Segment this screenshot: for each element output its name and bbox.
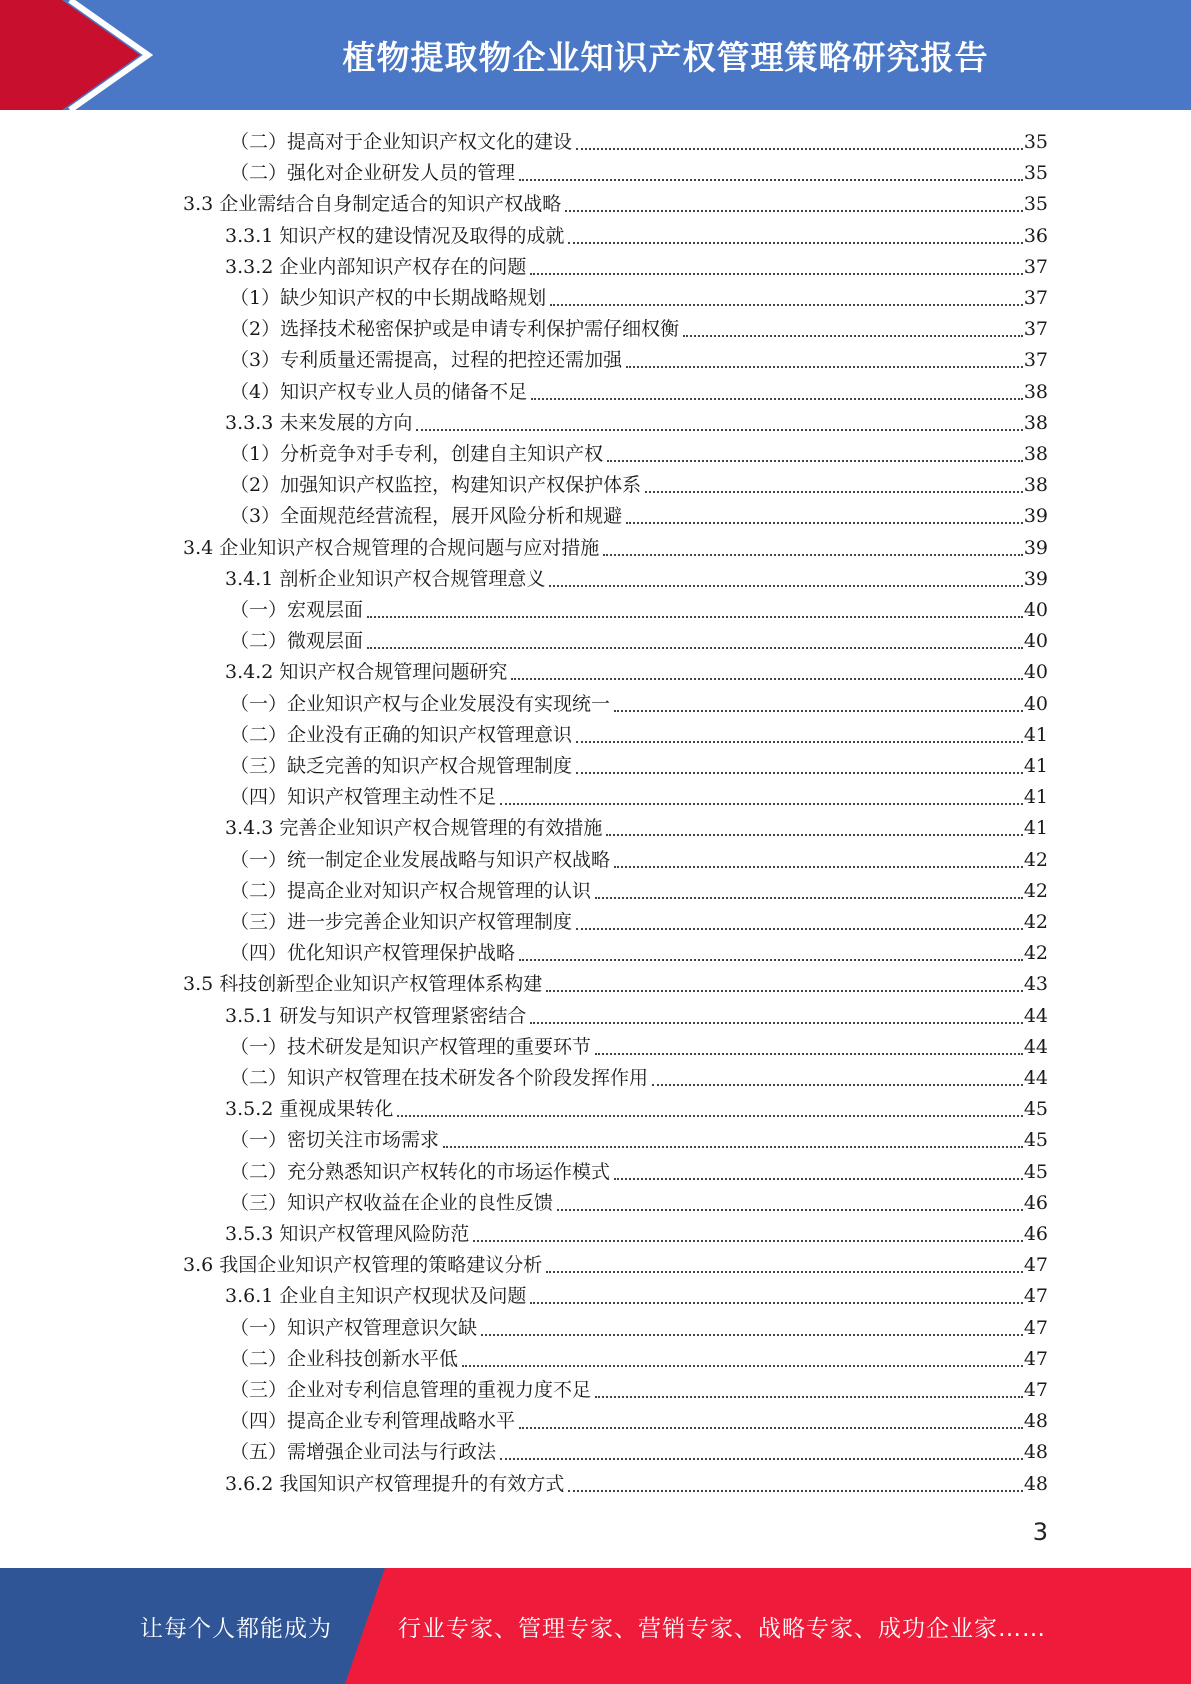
toc-entry-title: （二）企业没有正确的知识产权管理意识 xyxy=(230,723,573,746)
toc-entry[interactable] xyxy=(230,1157,1048,1188)
toc-entry[interactable] xyxy=(230,1344,1048,1375)
toc-entry[interactable] xyxy=(230,720,1048,751)
toc-entry[interactable] xyxy=(230,876,1048,907)
toc-dot-leader xyxy=(397,1114,1022,1117)
toc-entry-page: 47 xyxy=(1023,1379,1048,1401)
toc-entry[interactable] xyxy=(230,1437,1048,1468)
toc-entry-page: 43 xyxy=(1023,973,1048,996)
report-title: 植物提取物企业知识产权管理策略研究报告 xyxy=(342,37,989,77)
toc-dot-leader xyxy=(576,147,1023,150)
toc-entry-title: 3.5 科技创新型企业知识产权管理体系构建 xyxy=(183,973,543,996)
toc-entry[interactable] xyxy=(183,189,1048,220)
toc-entry[interactable] xyxy=(225,1094,1048,1125)
toc-entry-title: 3.6.2 我国知识产权管理提升的有效方式 xyxy=(225,1472,565,1495)
toc-entry-title: （四）提高企业专利管理战略水平 xyxy=(230,1410,516,1433)
toc-entry[interactable] xyxy=(230,1188,1048,1219)
toc-entry-title: （二）企业科技创新水平低 xyxy=(230,1347,459,1370)
toc-entry-page: 42 xyxy=(1023,942,1048,965)
toc-entry[interactable] xyxy=(225,408,1048,439)
toc-dot-leader xyxy=(530,1021,1022,1024)
toc-dot-leader xyxy=(500,1457,1023,1460)
toc-entry-title: 3.4.2 知识产权合规管理问题研究 xyxy=(225,661,508,684)
toc-entry-title: 3.6.1 企业自主知识产权现状及问题 xyxy=(225,1285,527,1308)
toc-dot-leader xyxy=(443,1145,1023,1148)
toc-entry-title: 3.5.2 重视成果转化 xyxy=(225,1098,394,1121)
toc-entry[interactable] xyxy=(225,1001,1048,1032)
toc-entry-page: 47 xyxy=(1023,1285,1048,1308)
toc-entry-title: （3）全面规范经营流程，展开风险分析和规避 xyxy=(230,505,623,528)
toc-entry-title: （一）企业知识产权与企业发展没有实现统一 xyxy=(230,692,611,715)
toc-entry-title: （一）技术研发是知识产权管理的重要环节 xyxy=(230,1035,592,1058)
toc-entry-title: （1）分析竞争对手专利，创建自主知识产权 xyxy=(230,443,604,465)
toc-dot-leader xyxy=(645,490,1023,493)
toc-entry-title: 3.6 我国企业知识产权管理的策略建议分析 xyxy=(183,1254,543,1277)
toc-entry[interactable] xyxy=(230,127,1048,158)
toc-entry[interactable] xyxy=(230,1063,1048,1094)
toc-entry-title: （三）企业对专利信息管理的重视力度不足 xyxy=(230,1379,592,1401)
toc-entry-page: 45 xyxy=(1023,1129,1048,1152)
toc-entry[interactable] xyxy=(230,501,1048,532)
toc-entry-page: 48 xyxy=(1023,1472,1048,1495)
toc-entry-page: 45 xyxy=(1023,1098,1048,1121)
toc-entry[interactable] xyxy=(230,283,1048,314)
toc-entry[interactable] xyxy=(230,938,1048,969)
toc-entry-page: 39 xyxy=(1023,536,1048,559)
toc-entry-page: 41 xyxy=(1023,755,1048,777)
toc-entry-page: 44 xyxy=(1023,1004,1048,1027)
toc-entry-page: 45 xyxy=(1023,1160,1048,1183)
toc-entry-page: 37 xyxy=(1023,255,1048,278)
toc-dot-leader xyxy=(367,615,1023,618)
toc-entry[interactable] xyxy=(230,1406,1048,1437)
toc-entry[interactable] xyxy=(230,345,1048,376)
toc-entry-title: 3.4 企业知识产权合规管理的合规问题与应对措施 xyxy=(183,536,600,559)
toc-entry-title: （一）宏观层面 xyxy=(230,599,364,621)
toc-entry[interactable] xyxy=(230,1032,1048,1063)
toc-entry-title: （一）密切关注市场需求 xyxy=(230,1129,440,1152)
toc-dot-leader xyxy=(500,802,1023,805)
toc-entry-title: （二）提高对于企业知识产权文化的建设 xyxy=(230,131,573,153)
toc-entry-page: 47 xyxy=(1023,1254,1048,1277)
toc-entry-page: 44 xyxy=(1023,1035,1048,1058)
toc-entry[interactable] xyxy=(230,1375,1048,1406)
toc-entry-title: （二）充分熟悉知识产权转化的市场运作模式 xyxy=(230,1160,611,1183)
toc-dot-leader xyxy=(511,677,1022,680)
page-header xyxy=(0,0,1191,110)
toc-dot-leader xyxy=(626,521,1023,524)
toc-entry-page: 46 xyxy=(1023,1191,1048,1214)
toc-dot-leader xyxy=(568,1489,1022,1492)
toc-dot-leader xyxy=(416,428,1022,431)
toc-entry[interactable] xyxy=(230,845,1048,876)
toc-entry-title: 3.3 企业需结合自身制定适合的知识产权战略 xyxy=(183,193,562,216)
toc-entry-page: 38 xyxy=(1023,443,1048,465)
toc-entry[interactable] xyxy=(230,626,1048,657)
toc-dot-leader xyxy=(595,1395,1023,1398)
toc-entry-page: 35 xyxy=(1023,162,1048,185)
toc-dot-leader xyxy=(595,896,1023,899)
toc-entry-page: 37 xyxy=(1023,349,1048,372)
toc-entry[interactable] xyxy=(230,751,1048,782)
toc-entry[interactable] xyxy=(230,470,1048,501)
toc-entry[interactable] xyxy=(225,1281,1048,1312)
toc-entry-title: （2）加强知识产权监控，构建知识产权保护体系 xyxy=(230,474,642,497)
toc-dot-leader xyxy=(481,1333,1023,1336)
toc-entry[interactable] xyxy=(225,813,1048,844)
toc-entry-page: 41 xyxy=(1023,723,1048,746)
toc-entry[interactable] xyxy=(225,657,1048,688)
toc-entry-page: 40 xyxy=(1023,661,1048,684)
toc-dot-leader xyxy=(576,927,1023,930)
toc-dot-leader xyxy=(606,833,1022,836)
toc-entry-page: 47 xyxy=(1023,1316,1048,1339)
toc-dot-leader xyxy=(546,1270,1023,1273)
toc-entry-page: 48 xyxy=(1023,1410,1048,1433)
toc-dot-leader xyxy=(614,709,1023,712)
toc-entry-title: （二）提高企业对知识产权合规管理的认识 xyxy=(230,879,592,902)
toc-entry[interactable] xyxy=(183,969,1048,1000)
toc-dot-leader xyxy=(519,1426,1023,1429)
toc-entry-page: 44 xyxy=(1023,1067,1048,1089)
toc-entry[interactable] xyxy=(230,689,1048,720)
toc-entry-title: （1）缺少知识产权的中长期战略规划 xyxy=(230,287,547,309)
toc-entry-title: （五）需增强企业司法与行政法 xyxy=(230,1441,497,1464)
toc-entry[interactable] xyxy=(230,439,1048,470)
toc-dot-leader xyxy=(595,1052,1023,1055)
toc-entry-page: 38 xyxy=(1023,380,1048,403)
toc-entry-page: 41 xyxy=(1023,817,1048,840)
page-footer xyxy=(0,1568,1191,1684)
toc-entry[interactable] xyxy=(183,1250,1048,1281)
toc-entry-page: 46 xyxy=(1023,1223,1048,1245)
toc-dot-leader xyxy=(652,1083,1023,1086)
toc-entry[interactable] xyxy=(230,595,1048,626)
toc-entry-title: （三）缺乏完善的知识产权合规管理制度 xyxy=(230,755,573,777)
toc-entry-page: 40 xyxy=(1023,599,1048,621)
toc-dot-leader xyxy=(576,771,1023,774)
toc-dot-leader xyxy=(367,646,1023,649)
toc-entry-page: 38 xyxy=(1023,474,1048,497)
toc-entry-title: （二）强化对企业研发人员的管理 xyxy=(230,162,516,185)
toc-entry[interactable] xyxy=(230,782,1048,813)
toc-entry-title: （3）专利质量还需提高，过程的把控还需加强 xyxy=(230,349,623,372)
toc-dot-leader xyxy=(614,865,1023,868)
toc-entry-page: 40 xyxy=(1023,692,1048,715)
footer-slogan-right: 行业专家、管理专家、营销专家、战略专家、成功企业家…… xyxy=(398,1615,1046,1642)
toc-entry-page: 38 xyxy=(1023,411,1048,434)
page-number: 3 xyxy=(1032,1518,1048,1546)
toc-dot-leader xyxy=(549,584,1022,587)
toc-entry-title: 3.3.2 企业内部知识产权存在的问题 xyxy=(225,255,527,278)
toc-dot-leader xyxy=(473,1239,1022,1242)
toc-entry-title: （一）统一制定企业发展战略与知识产权战略 xyxy=(230,848,611,871)
toc-entry[interactable] xyxy=(230,377,1048,408)
toc-entry[interactable] xyxy=(225,564,1048,595)
toc-dot-leader xyxy=(519,178,1023,181)
toc-dot-leader xyxy=(557,1208,1023,1211)
toc-dot-leader xyxy=(607,459,1023,462)
toc-entry[interactable] xyxy=(183,533,1048,564)
toc-entry-title: 3.3.1 知识产权的建设情况及取得的成就 xyxy=(225,224,565,247)
footer-slogan-left: 让每个人都能成为 xyxy=(140,1615,332,1642)
toc-dot-leader xyxy=(683,334,1023,337)
toc-entry-page: 39 xyxy=(1023,567,1048,590)
toc-dot-leader xyxy=(519,958,1023,961)
toc-entry[interactable] xyxy=(225,252,1048,283)
toc-entry-title: （四）知识产权管理主动性不足 xyxy=(230,786,497,809)
toc-entry-title: （三）知识产权收益在企业的良性反馈 xyxy=(230,1191,554,1214)
toc-dot-leader xyxy=(565,209,1023,212)
toc-entry-page: 36 xyxy=(1023,224,1048,247)
toc-entry-page: 48 xyxy=(1023,1441,1048,1464)
toc-entry-page: 47 xyxy=(1023,1347,1048,1370)
toc-entry-title: （二）微观层面 xyxy=(230,630,364,653)
toc-dot-leader xyxy=(546,989,1023,992)
toc-entry[interactable] xyxy=(225,1469,1048,1500)
toc-dot-leader xyxy=(626,365,1023,368)
toc-dot-leader xyxy=(530,1301,1022,1304)
toc-entry-title: 3.3.3 未来发展的方向 xyxy=(225,411,413,434)
toc-entry-title: （4）知识产权专业人员的储备不足 xyxy=(230,380,528,403)
toc-entry-page: 37 xyxy=(1023,318,1048,341)
header-chevron-decoration xyxy=(0,0,160,110)
toc-entry-page: 37 xyxy=(1023,287,1048,309)
toc-dot-leader xyxy=(531,397,1023,400)
toc-entry[interactable] xyxy=(230,1313,1048,1344)
toc-dot-leader xyxy=(576,740,1023,743)
toc-entry[interactable] xyxy=(230,1125,1048,1156)
toc-entry-page: 35 xyxy=(1023,193,1048,216)
toc-entry[interactable] xyxy=(225,221,1048,252)
toc-entry[interactable] xyxy=(230,907,1048,938)
toc-dot-leader xyxy=(603,553,1023,556)
toc-entry-page: 42 xyxy=(1023,848,1048,871)
toc-entry[interactable] xyxy=(230,158,1048,189)
toc-entry-title: 3.4.1 剖析企业知识产权合规管理意义 xyxy=(225,567,546,590)
toc-entry-title: （2）选择技术秘密保护或是申请专利保护需仔细权衡 xyxy=(230,318,680,341)
toc-entry-title: （四）优化知识产权管理保护战略 xyxy=(230,942,516,965)
toc-entry-title: （三）进一步完善企业知识产权管理制度 xyxy=(230,911,573,933)
toc-dot-leader xyxy=(462,1364,1023,1367)
toc-dot-leader xyxy=(550,303,1023,306)
toc-entry-title: 3.5.3 知识产权管理风险防范 xyxy=(225,1223,470,1245)
toc-entry-title: （二）知识产权管理在技术研发各个阶段发挥作用 xyxy=(230,1067,649,1089)
toc-entry-title: 3.4.3 完善企业知识产权合规管理的有效措施 xyxy=(225,817,603,840)
toc-entry[interactable] xyxy=(225,1219,1048,1250)
toc-dot-leader xyxy=(568,241,1022,244)
toc-entry[interactable] xyxy=(230,314,1048,345)
toc-entry-title: （一）知识产权管理意识欠缺 xyxy=(230,1316,478,1339)
toc-entry-page: 42 xyxy=(1023,879,1048,902)
toc-entry-page: 39 xyxy=(1023,505,1048,528)
toc-dot-leader xyxy=(614,1177,1023,1180)
toc-entry-page: 42 xyxy=(1023,911,1048,933)
toc-dot-leader xyxy=(530,272,1022,275)
toc-entry-page: 41 xyxy=(1023,786,1048,809)
toc-entry-title: 3.5.1 研发与知识产权管理紧密结合 xyxy=(225,1004,527,1027)
toc-entry-page: 35 xyxy=(1023,131,1048,153)
toc-entry-page: 40 xyxy=(1023,630,1048,653)
